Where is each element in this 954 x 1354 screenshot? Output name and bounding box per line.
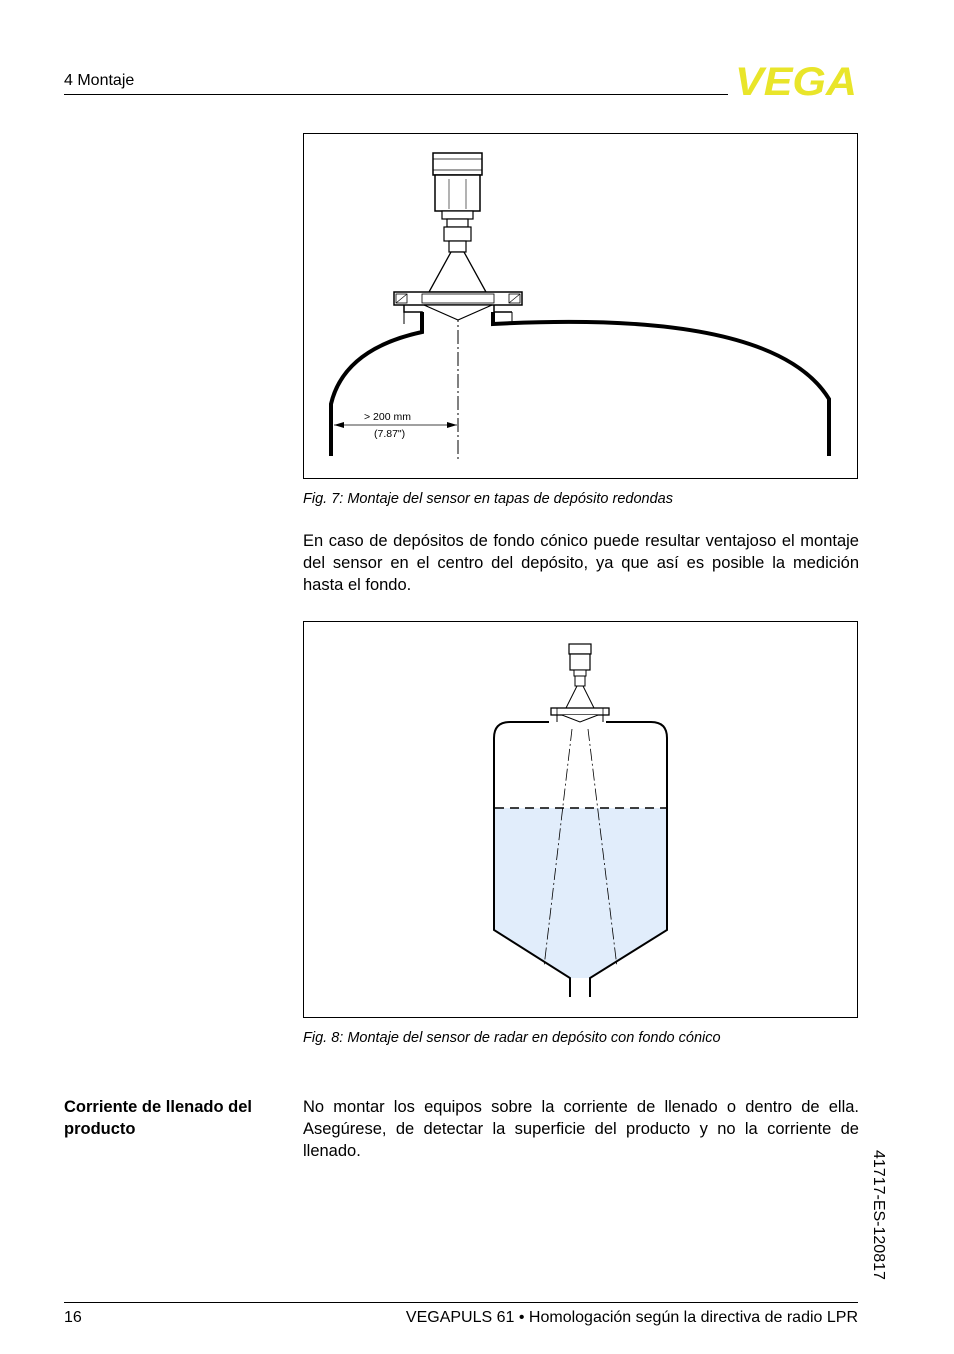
fig8-sensor-body bbox=[570, 654, 590, 670]
figure-8-frame bbox=[303, 621, 858, 1018]
fig8-liquid bbox=[495, 808, 666, 978]
figure-7-drawing bbox=[304, 134, 857, 478]
document-code-text: 41717-ES-120817 bbox=[870, 1150, 887, 1280]
vega-logo bbox=[735, 62, 859, 98]
section-text: No montar los equipos sobre la corriente de llenado o dentro de ella. Asegúrese, de detectar la superficie del producto y no la corriente de llenado. bbox=[303, 1098, 859, 1160]
fig7-dimension-mm: > 200 mm bbox=[364, 411, 411, 423]
section-heading: Corriente de llenado del producto bbox=[64, 1098, 252, 1138]
page-number: 16 bbox=[64, 1309, 82, 1326]
fig7-horn-antenna bbox=[429, 252, 486, 292]
footer-title: VEGAPULS 61 • Homologación según la directiva de radio LPR bbox=[405, 1309, 858, 1326]
fig7-tank-wall-right bbox=[493, 312, 829, 456]
paragraph-conical-tanks: En caso de depósitos de fondo cónico puede resultar ventajoso el montaje del sensor en el centro del depósito, ya que así es posible la medición hasta el fondo. bbox=[303, 532, 859, 594]
footer-rule bbox=[64, 1302, 858, 1303]
fig7-sensor-body bbox=[435, 175, 480, 211]
figure-8-caption: Fig. 8: Montaje del sensor de radar en depósito con fondo cónico bbox=[303, 1030, 721, 1046]
fig7-dimension-in: (7.87") bbox=[374, 428, 406, 440]
figure-7-frame bbox=[303, 133, 858, 479]
fig8-flange bbox=[551, 708, 609, 715]
fig7-sensor-head bbox=[433, 153, 482, 175]
header-section-title: 4 Montaje bbox=[64, 72, 135, 89]
document-code bbox=[868, 1150, 892, 1310]
figure-8-drawing bbox=[304, 622, 857, 1017]
figure-7-caption: Fig. 7: Montaje del sensor en tapas de depósito redondas bbox=[303, 491, 673, 507]
header-rule bbox=[64, 94, 728, 95]
fig8-horn-antenna bbox=[566, 686, 594, 708]
logo-text: VEGA bbox=[735, 62, 857, 98]
fig8-sensor-head bbox=[569, 644, 591, 654]
